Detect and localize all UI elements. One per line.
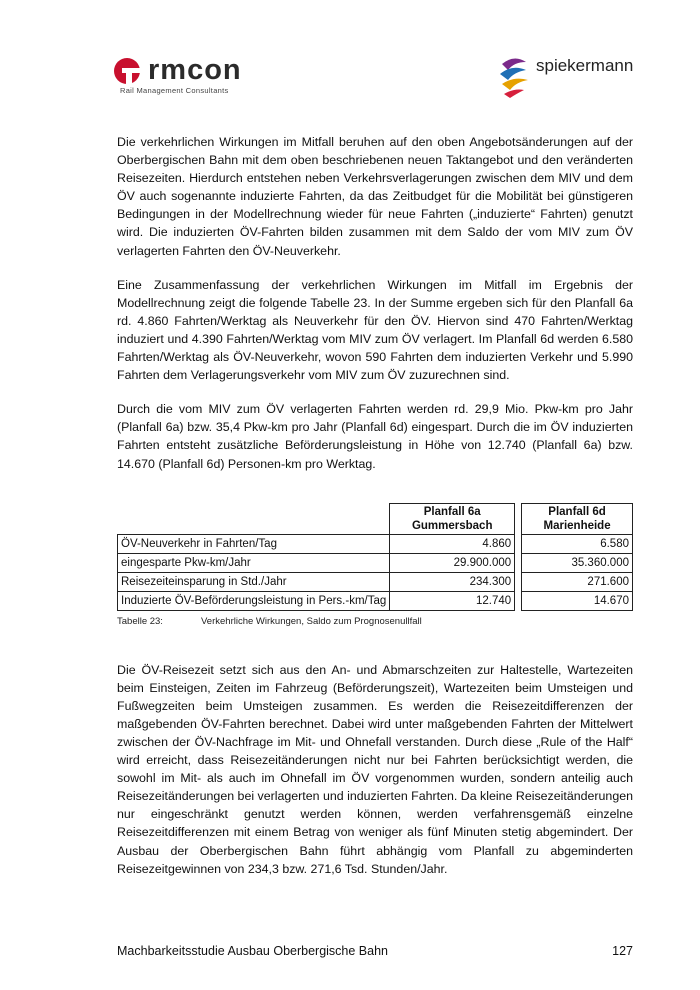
- column-header-planfall-6a: [390, 503, 515, 534]
- column-gap: [515, 572, 522, 591]
- spiekermann-logo: [494, 52, 644, 98]
- column-gap: [515, 553, 522, 572]
- cell-planfall-6d: 35.360.000: [522, 553, 633, 572]
- cell-planfall-6a: 234.300: [390, 572, 515, 591]
- main-content: [117, 133, 633, 894]
- paragraph: Die ÖV-Reisezeit setzt sich aus den An- und Abmarschzeiten zur Haltestelle, Wartezeiten beim Einsteigen, Zeiten im Fahrzeug (Beförderungszeit), Wartezeiten beim Umsteigen und Fußwegzeiten beim Umsteigen zusammen. Es werden die Reisezeitdifferenzen der maßgebenden ÖV-Fahrten berechnet. Dabei wird unter maßgebenden Fahrten der Mittelwert zwischen der ÖV-Nachfrage im Mit- und Ohnefall verstanden. Durch diese „Rule of the Half“ wird erreicht, dass Reisezeitänderungen nicht nur bei Fahrten berücksichtigt werden, die sowohl im Mit- als auch im Ohnefall im ÖV vorgenommen wurden, sondern anteilig auch Reisezeitänderungen bei verlagerten und induzierten Fahrten. Da kleine Reisezeitänderungen nur eingeschränkt genutzt werden können, werden verfahrensgemäß einzelne Reisezeitdifferenzen mit einem Betrag von weniger als fünf Minuten stetig abgemindert. Der Ausbau der Oberbergischen Bahn führt abhängig vom Planfall zu abgeminderten Reisezeitgewinnen von 234,3 bzw. 271,6 Tsd. Stunden/Jahr.: [117, 662, 633, 876]
- ermcon-logo-mark: [112, 56, 146, 86]
- cell-planfall-6a: 12.740: [390, 591, 515, 610]
- column-header-planfall-6d: [522, 503, 633, 534]
- table-row: [118, 534, 633, 553]
- column-gap: [515, 534, 522, 553]
- row-label: eingesparte Pkw-km/Jahr: [118, 553, 390, 572]
- paragraph: Durch die vom MIV zum ÖV verlagerten Fahrten werden rd. 29,9 Mio. Pkw-km pro Jahr (Planfall 6a) bzw. 35,4 Pkw-km pro Jahr (Planfall 6d) eingespart. Durch die im ÖV induzierten Fahrten entsteht zusätzliche Beförderungsleistung in Höhe von 12.740 (Planfall 6a) bzw. 14.670 (Planfall 6d) Personen-km pro Werktag.: [117, 402, 633, 471]
- ermcon-logo: [112, 56, 272, 98]
- cell-planfall-6a: 4.860: [390, 534, 515, 553]
- cell-planfall-6d: 14.670: [522, 591, 633, 610]
- column-gap: [515, 591, 522, 610]
- cell-planfall-6a: 29.900.000: [390, 553, 515, 572]
- footer-title: Machbarkeitsstudie Ausbau Oberbergische Bahn: [117, 944, 388, 958]
- row-label: Induzierte ÖV-Beförderungsleistung in Pers.-km/Tag: [118, 591, 390, 610]
- page-number: 127: [612, 944, 633, 958]
- column-header-text: Planfall 6d Marienheide: [543, 505, 611, 532]
- table-caption-text: Verkehrliche Wirkungen, Saldo zum Prognosenullfall: [201, 615, 422, 627]
- cell-planfall-6d: 6.580: [522, 534, 633, 553]
- table-row: [118, 553, 633, 572]
- ermcon-tagline: Rail Management Consultants: [120, 86, 229, 95]
- cell-planfall-6d: 271.600: [522, 572, 633, 591]
- paragraph: Eine Zusammenfassung der verkehrlichen Wirkungen im Mitfall im Ergebnis der Modellrechnung zeigt die folgende Tabelle 23. In der Summe ergeben sich für den Planfall 6a rd. 4.860 Fahrten/Werktag als Neuverkehr für den ÖV. Hiervon sind 470 Fahrten/Werktag induziert und 4.390 Fahrten/Werktag vom MIV zum ÖV verlagert. Im Planfall 6d werden 6.580 Fahrten/Werktag als ÖV-Neuverkehr, wovon 590 Fahrten dem induzierten Verkehr und 5.990 Fahrten dem Verlagerungsverkehr vom MIV zum ÖV zuzurechnen sind.: [117, 277, 633, 383]
- spiekermann-wordmark: spiekermann: [536, 56, 634, 75]
- section-after-table: [117, 661, 633, 878]
- row-label: Reisezeiteinsparung in Std./Jahr: [118, 572, 390, 591]
- column-header-text: Planfall 6a Gummersbach: [411, 505, 493, 532]
- row-label: ÖV-Neuverkehr in Fahrten/Tag: [118, 534, 390, 553]
- table-caption: [117, 616, 633, 627]
- results-table: [117, 503, 633, 611]
- results-table-container: [117, 503, 633, 627]
- paragraph: Die verkehrlichen Wirkungen im Mitfall beruhen auf den oben Angebotsänderungen auf der Oberbergischen Bahn mit dem oben beschriebenen neuen Taktangebot und den veränderten Reisezeiten. Hierdurch entstehen neben Verkehrsverlagerungen zwischen dem MIV und dem ÖV auch sogenannte induzierte Fahrten, da das Zeitbudget für die Mobilität bei günstigeren Bedingungen in der Modellrechnung wieder für neue Fahrten („induzierte“ Fahrten) genutzt wird. Die induzierten ÖV-Fahrten bilden zusammen mit dem Saldo der vom MIV zum ÖV verlagerten Fahrten den ÖV-Neuverkehr.: [117, 135, 633, 258]
- table-row: [118, 572, 633, 591]
- spiekermann-logo-mark: [494, 52, 534, 100]
- table-caption-number: Tabelle 23:: [117, 615, 163, 627]
- page-header: [0, 40, 700, 110]
- table-header-row: [118, 503, 633, 534]
- table-row: [118, 591, 633, 610]
- ermcon-logo-wordmark: rmcon: [148, 54, 242, 86]
- table-corner-cell: [118, 503, 390, 534]
- page-footer: [117, 944, 633, 958]
- column-gap: [515, 503, 522, 534]
